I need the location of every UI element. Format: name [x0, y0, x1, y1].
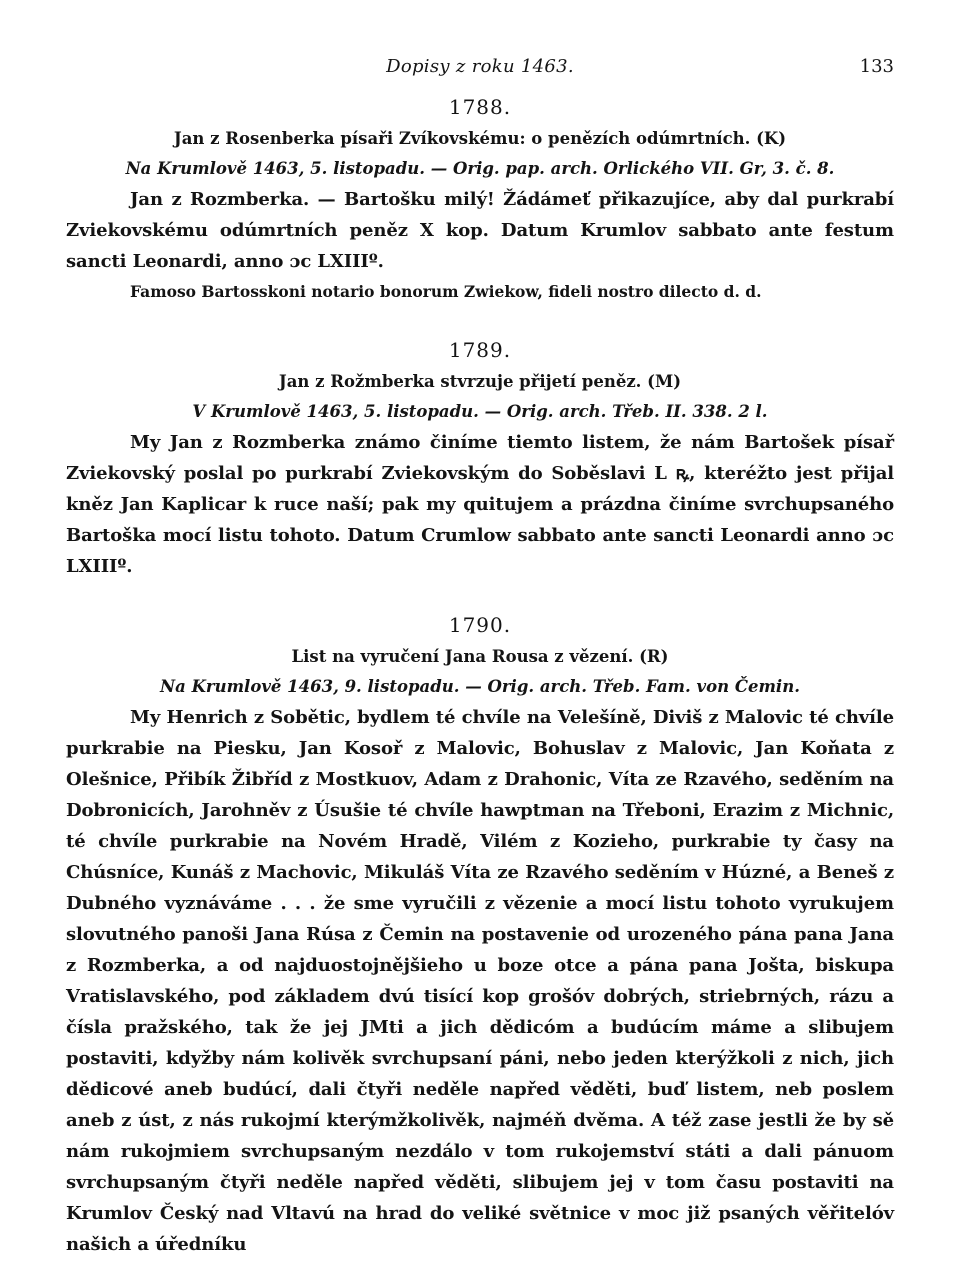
running-title: Dopisy z roku 1463. — [386, 56, 574, 77]
document-1790 — [66, 608, 894, 1260]
document-source: Na Krumlově 1463, 5. listopadu. — Orig. pap. arch. Orlického VII. Gr, 3. č. 8. — [125, 159, 835, 178]
document-text: Jan z Rozmberka. — Bartošku milý! Žádámeť přikazujíce, aby dal purkrabí Zviekovskému odúmrtních peněz X kop. Datum Krumlov sabbato ante festum sancti Leonardi, anno ɔc LXIIIº. — [66, 189, 894, 272]
document-text: My Jan z Rozmberka známo činíme tiemto listem, že nám Bartošek písař Zviekovský poslal po purkrabí Zviekovským do Soběslavi L ꝶ, kteréžto jest přijal kněz Jan Kaplicar k ruce naší; pak my quitujem a prázdna činíme svrchupsaného Bartoška mocí listu tohoto. Datum Crumlow sabbato ante sancti Leonardi anno ɔc LXIIIº. — [66, 432, 894, 577]
document-page — [66, 56, 894, 1260]
page-number: 133 — [859, 56, 894, 77]
running-header — [66, 56, 894, 90]
document-title: List na vyručení Jana Rousa z vězení. (R) — [291, 647, 669, 666]
document-title: Jan z Rožmberka stvrzuje přijetí peněz. (M) — [278, 372, 682, 391]
document-1788 — [66, 90, 894, 307]
document-source: V Krumlově 1463, 5. listopadu. — Orig. arch. Třeb. II. 338. 2 l. — [192, 402, 768, 421]
document-text: My Henrich z Sobětic, bydlem té chvíle na Velešíně, Diviš z Malovic té chvíle purkrabie na Piesku, Jan Kosoř z Malovic, Bohuslav z Malovic, Jan Koňata z Olešnice, Přibík Žibříd z Mostkuov, Adam z Drahonic, Vítа ze Rzavého, seděním na Dobronicích, Jarohněv z Úsušie té chvíle hawptman na Třeboni, Erazim z Michnic, té chvíle purkrabie na Novém Hradě, Vilém z Kozieho, purkrabie ty časy na Chúsníce, Kunáš z Machovic, Mikuláš Víta ze Rzavého seděním v Húzné, a Beneš z Dubného vyznáváme . . . že sme vyručili z vězenie a mocí listu tohoto vyrukujem slovutného panoši Jana Rúsa z Čemin na postavenie od urozeného pána pana Jana z Rozmberka, a od najduostojnějšieho u boze otce a pána pana Jošta, biskupa Vratislavského, pod základem dvú tisící kop grošóv dobrých, striebrných, rázu a čísla pražského, tak že jej JMti a jich dědicóm a budúcím máme a slibujem postaviti, kdyžby nám kolivěk svrchupsaní páni, nebo jeden kterýžkoli z nich, jich dědicové aneb budúcí, dali čtyři neděle napřed věděti, buď listem, neb poslem aneb z úst, z nás rukojmí kterýmžkolivěk, najméň dvěma. A též zase jestli že by sě nám rukojmiem svrchupsaným nezdálo v tom rukojemství státi a dali pánuom svrchupsaným čtyři neděle napřed věděti, slibujem jej v tom času postaviti na Krumlov Český nad Vltavú na hrad do veliké světnice v moc již psaných věřitelóv našich a úředníku — [66, 707, 894, 1255]
document-number: 1788. — [448, 95, 512, 119]
document-number: 1789. — [448, 338, 512, 362]
document-1789 — [66, 333, 894, 582]
document-source: Na Krumlově 1463, 9. listopadu. — Orig. arch. Třeb. Fam. von Čemin. — [160, 677, 800, 696]
document-address: Famoso Bartosskoni notario bonorum Zwiekow, fideli nostro dilecto d. d. — [130, 282, 762, 301]
document-title: Jan z Rosenberka písaři Zvíkovskému: o penězích odúmrtních. (K) — [173, 129, 787, 148]
document-number: 1790. — [448, 613, 512, 637]
